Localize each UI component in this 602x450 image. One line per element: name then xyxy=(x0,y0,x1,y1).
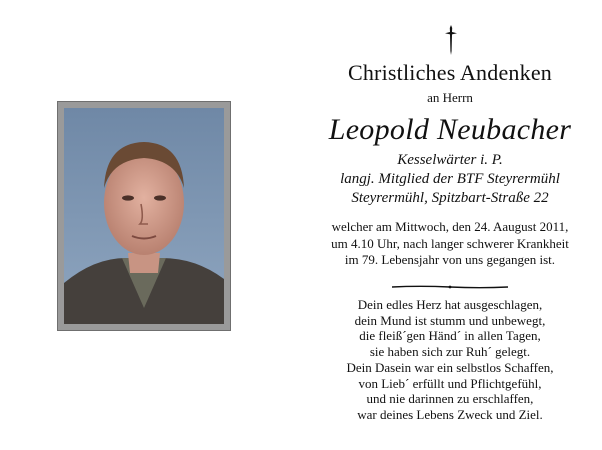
death-notice-line: welcher am Mittwoch, den 24. Aaugust 2011, xyxy=(331,219,569,234)
poem-line: Dein Dasein war ein selbstlos Schaffen, xyxy=(346,359,554,375)
deceased-details xyxy=(310,151,590,208)
memorial-heading: Christliches Andenken xyxy=(347,60,552,85)
death-notice-line: um 4.10 Uhr, nach langer schwerer Krankheit xyxy=(331,235,569,251)
cross-icon xyxy=(443,24,459,56)
poem-line: war deines Lebens Zweck und Ziel. xyxy=(357,406,543,422)
deceased-name: Leopold Neubacher xyxy=(328,113,572,146)
poem-line: und nie darinnen zu erschlaffen, xyxy=(366,391,534,407)
memorial-subheading: an Herrn xyxy=(427,90,473,105)
poem-line: die fleiß´gen Händ´ in allen Tagen, xyxy=(359,328,541,344)
death-notice xyxy=(310,219,590,269)
portrait-frame xyxy=(57,101,231,331)
memorial-poem xyxy=(310,297,590,423)
ornamental-divider xyxy=(390,283,510,291)
detail-line: Steyrermühl, Spitzbart-Straße 22 xyxy=(351,190,549,206)
detail-line: Kesselwärter i. P. xyxy=(397,152,503,168)
poem-line: Dein edles Herz hat ausgeschlagen, xyxy=(357,297,543,312)
poem-line: von Lieb´ erfüllt und Pflichtgefühl, xyxy=(358,375,542,391)
death-notice-line: im 79. Lebensjahr von uns gegangen ist. xyxy=(344,252,556,267)
poem-line: dein Mund ist stumm und unbewegt, xyxy=(354,312,546,328)
poem-line: sie haben sich zur Ruh´ gelegt. xyxy=(369,344,531,360)
detail-line: langj. Mitglied der BTF Steyrermühl xyxy=(340,171,560,187)
portrait-photo xyxy=(64,108,224,324)
